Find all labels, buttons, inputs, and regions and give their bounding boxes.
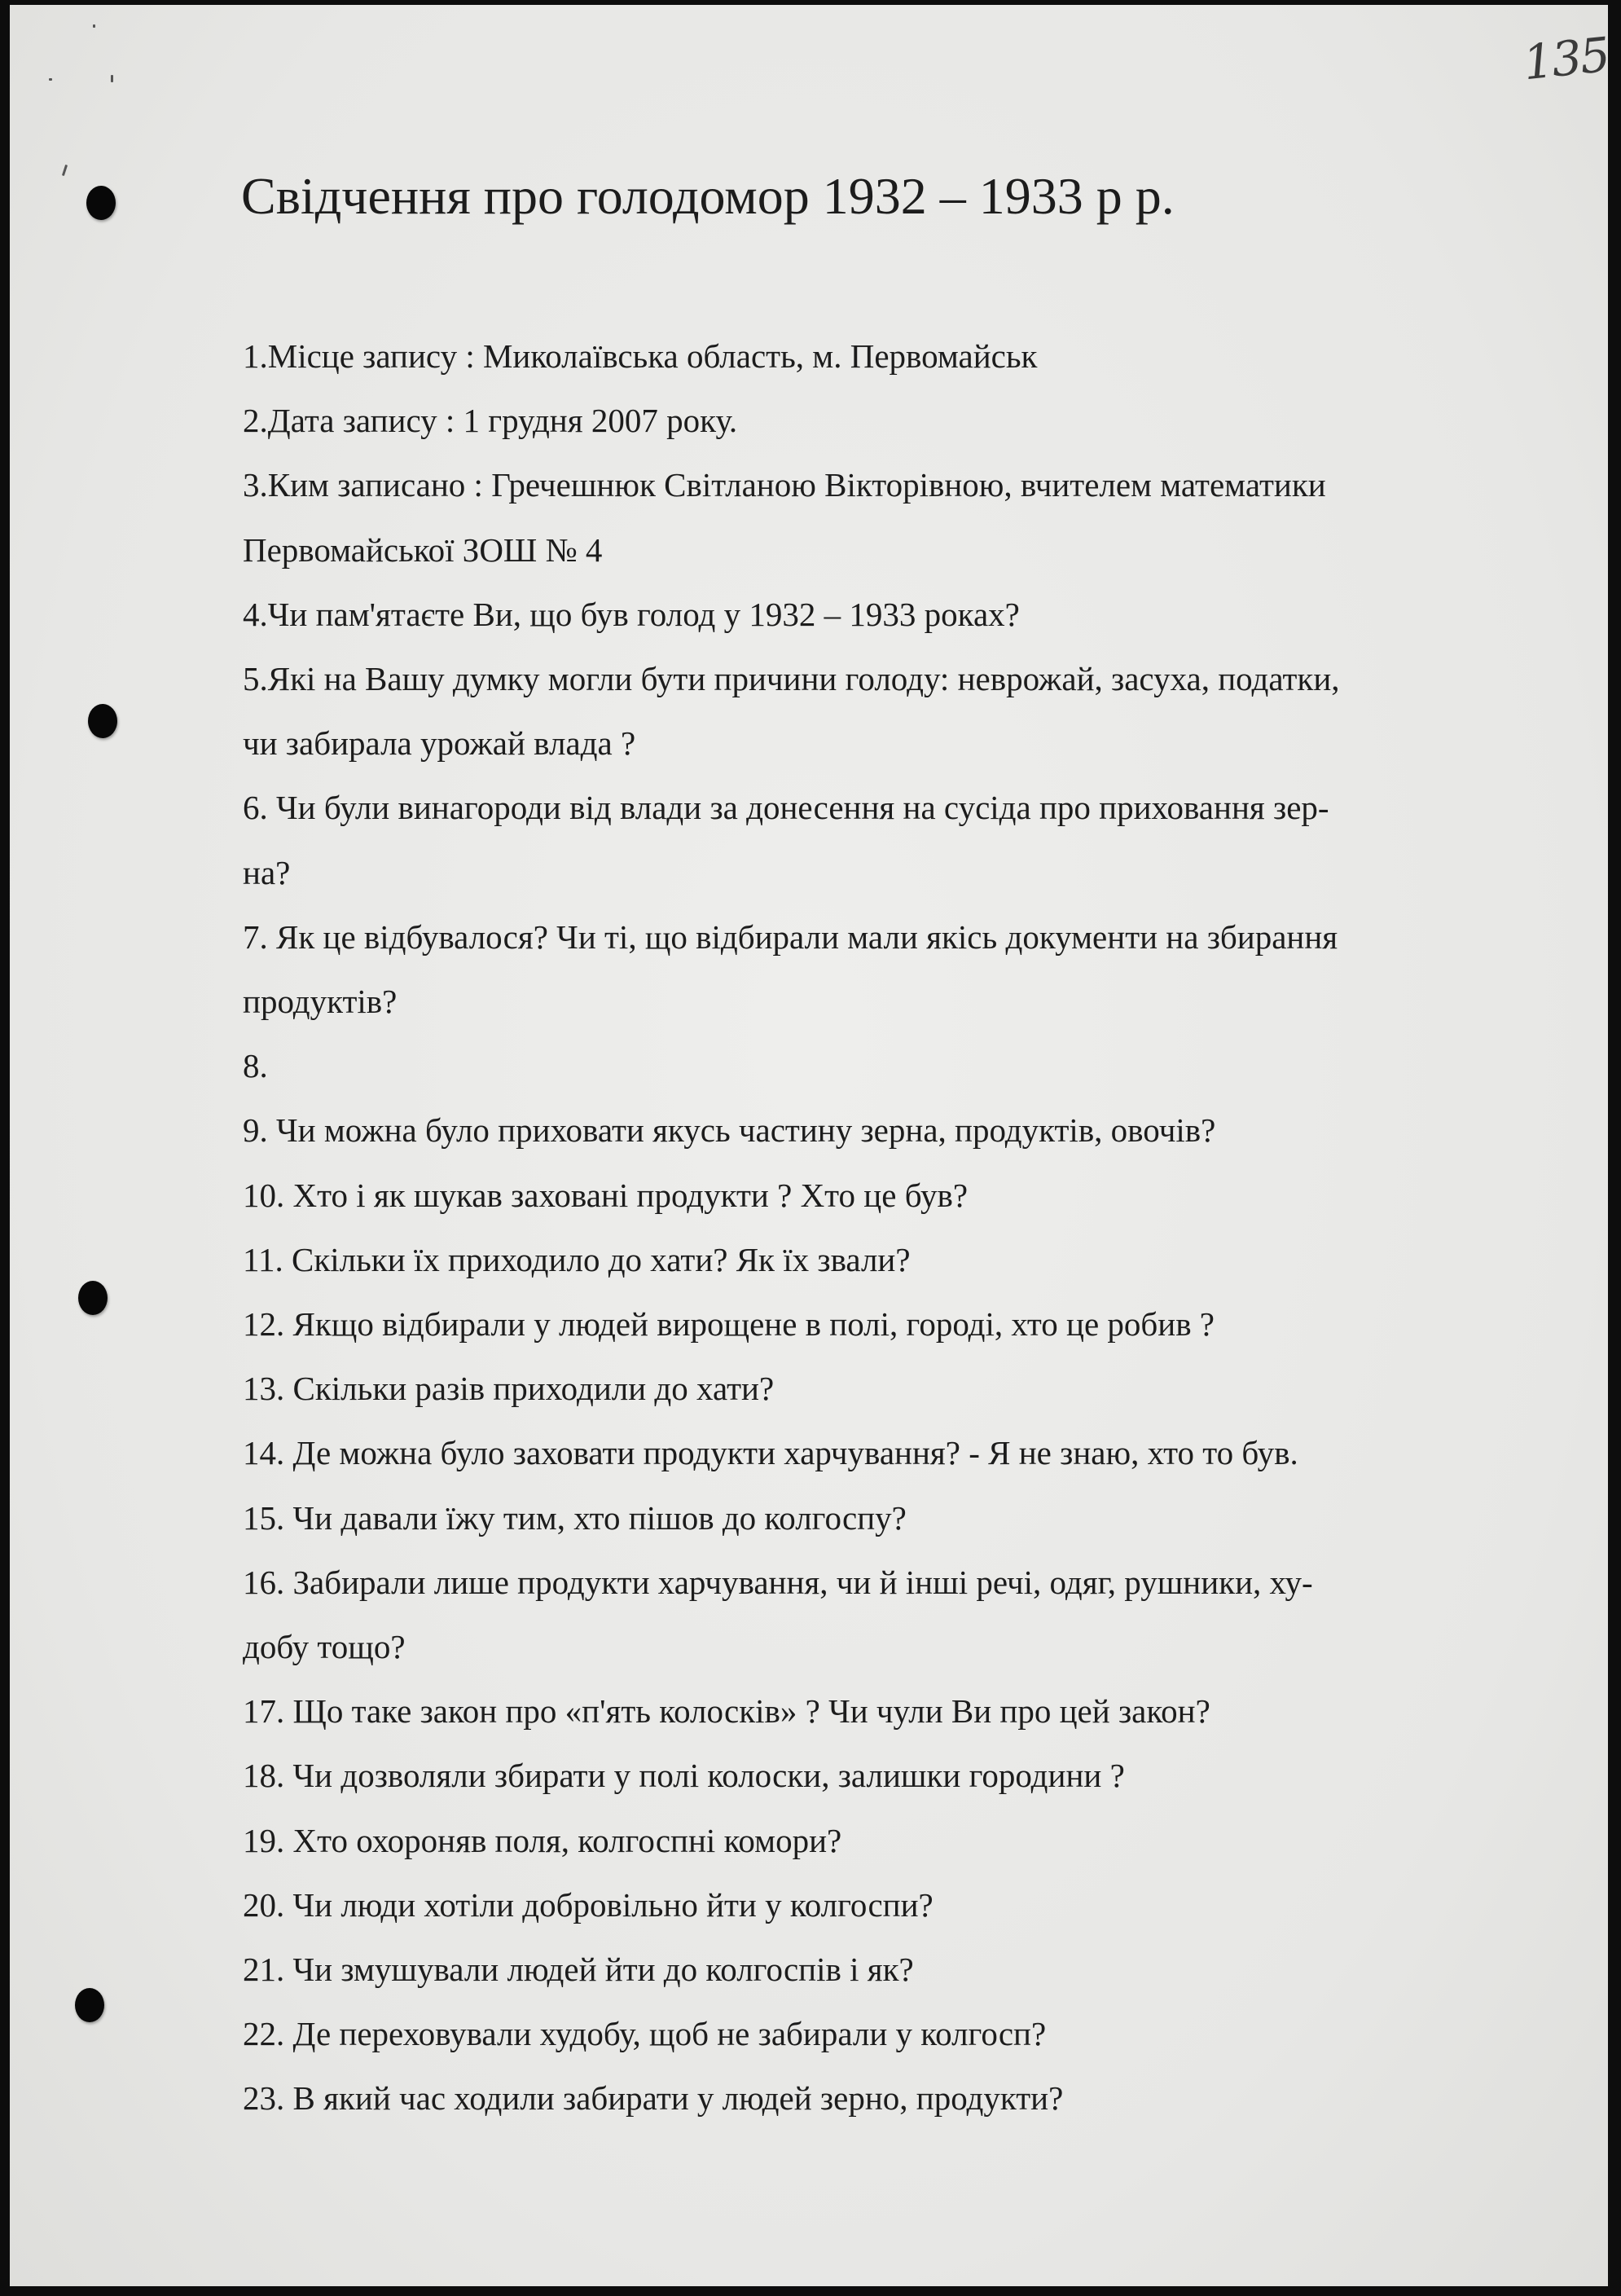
question-7-cont: продуктів? [243, 983, 398, 1021]
question-12: 12. Якщо відбирали у людей вирощене в полі, городі, хто це робив ? [243, 1305, 1215, 1344]
scan-speck [62, 165, 68, 176]
question-6-cont: на? [243, 853, 291, 891]
question-17: 17. Що таке закон про «п'ять колосків» ? Чи чули Ви про цей закон? [243, 1692, 1210, 1731]
question-23: 23. В який час ходили забирати у людей зерно, продукти? [243, 2079, 1064, 2118]
question-22: 22. Де переховували худобу, щоб не забирали у колгосп? [243, 2015, 1047, 2053]
handwritten-page-number: 135 [1520, 26, 1611, 91]
question-14: 14. Де можна було заховати продукти харчування? - Я не знаю, хто то був. [243, 1434, 1298, 1472]
question-16-cont: добу тощо? [243, 1628, 406, 1666]
question-6: 6. Чи були винагороди від влади за донесення на сусіда про приховання зер- [243, 789, 1329, 827]
punch-hole [88, 704, 117, 738]
document-title: Свідчення про голодомор 1932 – 1933 р р. [241, 167, 1175, 225]
line-record-place: 1.Місце запису : Миколаївська область, м. Первомайськ [243, 337, 1038, 375]
question-15: 15. Чи давали їжу тим, хто пішов до колгоспу? [243, 1498, 907, 1537]
question-7: 7. Як це відбувалося? Чи ті, що відбирали мали якісь документи на збирання [243, 917, 1338, 956]
paper-sheet [10, 5, 1611, 2286]
line-recorded-by-cont: Первомайської ЗОШ № 4 [243, 530, 603, 569]
question-20: 20. Чи люди хотіли добровільно йти у колгоспи? [243, 1885, 934, 1924]
line-recorded-by: 3.Ким записано : Гречешнюк Світланою Вікторівною, вчителем математики [243, 466, 1326, 504]
question-13: 13. Скільки разів приходили до хати? [243, 1370, 775, 1408]
scan-speck [49, 78, 52, 81]
questionnaire-lines [243, 324, 1513, 2131]
scan-speck [93, 24, 95, 28]
punch-hole [86, 186, 116, 220]
question-16: 16. Забирали лише продукти харчування, чи й інші речі, одяг, рушники, ху- [243, 1563, 1313, 1601]
question-5-cont: чи забирала урожай влада ? [243, 724, 636, 763]
question-10: 10. Хто і як шукав заховані продукти ? Хто це був? [243, 1176, 969, 1214]
question-19: 19. Хто охороняв поля, колгоспні комори? [243, 1821, 842, 1859]
punch-hole [75, 1988, 104, 2022]
question-9: 9. Чи можна було приховати якусь частину зерна, продуктів, овочів? [243, 1111, 1216, 1150]
scan-speck [111, 75, 113, 82]
punch-hole [78, 1281, 108, 1315]
question-5: 5.Які на Вашу думку могли бути причини голоду: неврожай, засуха, податки, [243, 660, 1340, 698]
question-11: 11. Скільки їх приходило до хати? Як їх звали? [243, 1240, 911, 1278]
question-21: 21. Чи змушували людей йти до колгоспів і як? [243, 1951, 914, 1989]
question-4: 4.Чи пам'ятаєте Ви, що був голод у 1932 – 1933 роках? [243, 595, 1020, 633]
question-18: 18. Чи дозволяли збирати у полі колоски, залишки городини ? [243, 1757, 1125, 1795]
question-8: 8. [243, 1047, 268, 1085]
line-record-date: 2.Дата запису : 1 грудня 2007 року. [243, 402, 738, 440]
